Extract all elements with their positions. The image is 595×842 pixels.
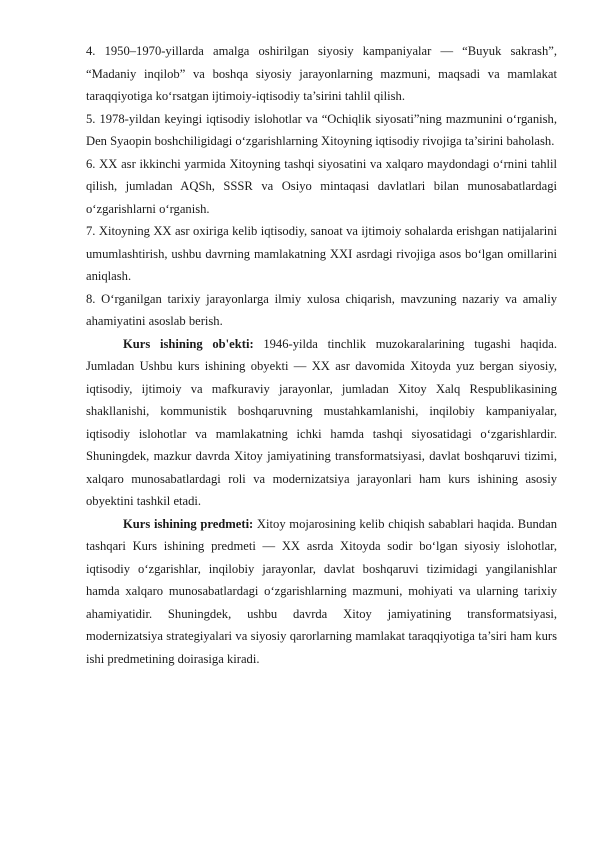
task-item-4: 4. 1950–1970-yillarda amalga oshirilgan siyosiy kampaniyalar — “Buyuk sakrash”, “Madaniy inqilob” va boshqa siyosiy jarayonlarning mazmuni, maqsadi va mamlakat taraqqiyotiga ko‘rsatgan ijtimoiy-iqtisodiy ta’sirini tahlil qilish. <box>86 44 557 103</box>
subject-heading: Kurs ishining predmeti: <box>123 516 254 531</box>
object-heading: Kurs ishining ob'ekti: <box>123 336 254 351</box>
object-section <box>86 333 557 513</box>
task-item-6: 6. XX asr ikkinchi yarmida Xitoyning tashqi siyosatini va xalqaro maydondagi o‘rnini tahlil qilish, jumladan AQSh, SSSR va Osiyo mintaqasi davlatlari bilan munosabatlardagi o‘zgarishlarni o‘rganish. <box>86 156 557 216</box>
subject-body: Xitoy mojarosining kelib chiqish sabablari haqida. Bundan tashqari Kurs ishining predmeti — XX asrda Xitoyda sodir bo‘lgan siyosiy islohotlar, iqtisodiy o‘zgarishlar, inqilobiy jarayonlar, davlat boshqaruvi tizimidagi yangilanishlar hamda xalqaro munosabatlardagi o‘zgarishlarning mazmuni, mohiyati va ularning tarixiy ahamiyatidir. Shuningdek, ushbu davrda Xitoy jamiyatining transformatsiyasi, modernizatsiya strategiyalari va siyosiy qarorlarning mamlakat taraqqiyotiga ta’siri ham kurs ishi predmetining doirasiga kiradi. <box>86 516 557 666</box>
task-item-7: 7. Xitoyning XX asr oxiriga kelib iqtisodiy, sanoat va ijtimoiy sohalarda erishgan natijalarini umumlashtirish, ushbu davrning mamlakatning XXI asrdagi rivojiga asos bo‘lgan omillarini aniqlash. <box>86 224 557 283</box>
task-item-8: 8. O‘rganilgan tarixiy jarayonlarga ilmiy xulosa chiqarish, mavzuning nazariy va amaliy ahamiyatini asoslab berish. <box>86 291 557 328</box>
task-item-5: 5. 1978-yildan keyingi iqtisodiy islohotlar va “Ochiqlik siyosati”ning mazmunini o‘rganish, Den Syaopin boshchiligidagi o‘zgarishlarning Xitoyning iqtisodiy rivojiga ta’sirini baholash. <box>86 111 557 148</box>
object-body: 1946-yilda tinchlik muzokaralarining tugashi haqida. Jumladan Ushbu kurs ishining obyekti — XX asr davomida Xitoyda yuz bergan siyosiy, iqtisodiy, ijtimoiy va mafkuraviy jarayonlar, jumladan Xitoy Xalq Respublikasining shakllanishi, kommunistik boshqaruvning mustahkamlanishi, inqilobiy kampaniyalar, iqtisodiy islohotlar va mamlakatning ichki hamda tashqi siyosatidagi o‘zgarishlardir. Shuningdek, mazkur davrda Xitoy jamiyatining transformatsiyasi, davlat boshqaruvi tizimi, xalqaro munosabatlardagi roli va modernizatsiya jarayonlari ham kurs ishining asosiy obyektini tashkil etadi. <box>86 336 557 508</box>
subject-section <box>86 513 557 671</box>
document-page <box>86 40 557 670</box>
